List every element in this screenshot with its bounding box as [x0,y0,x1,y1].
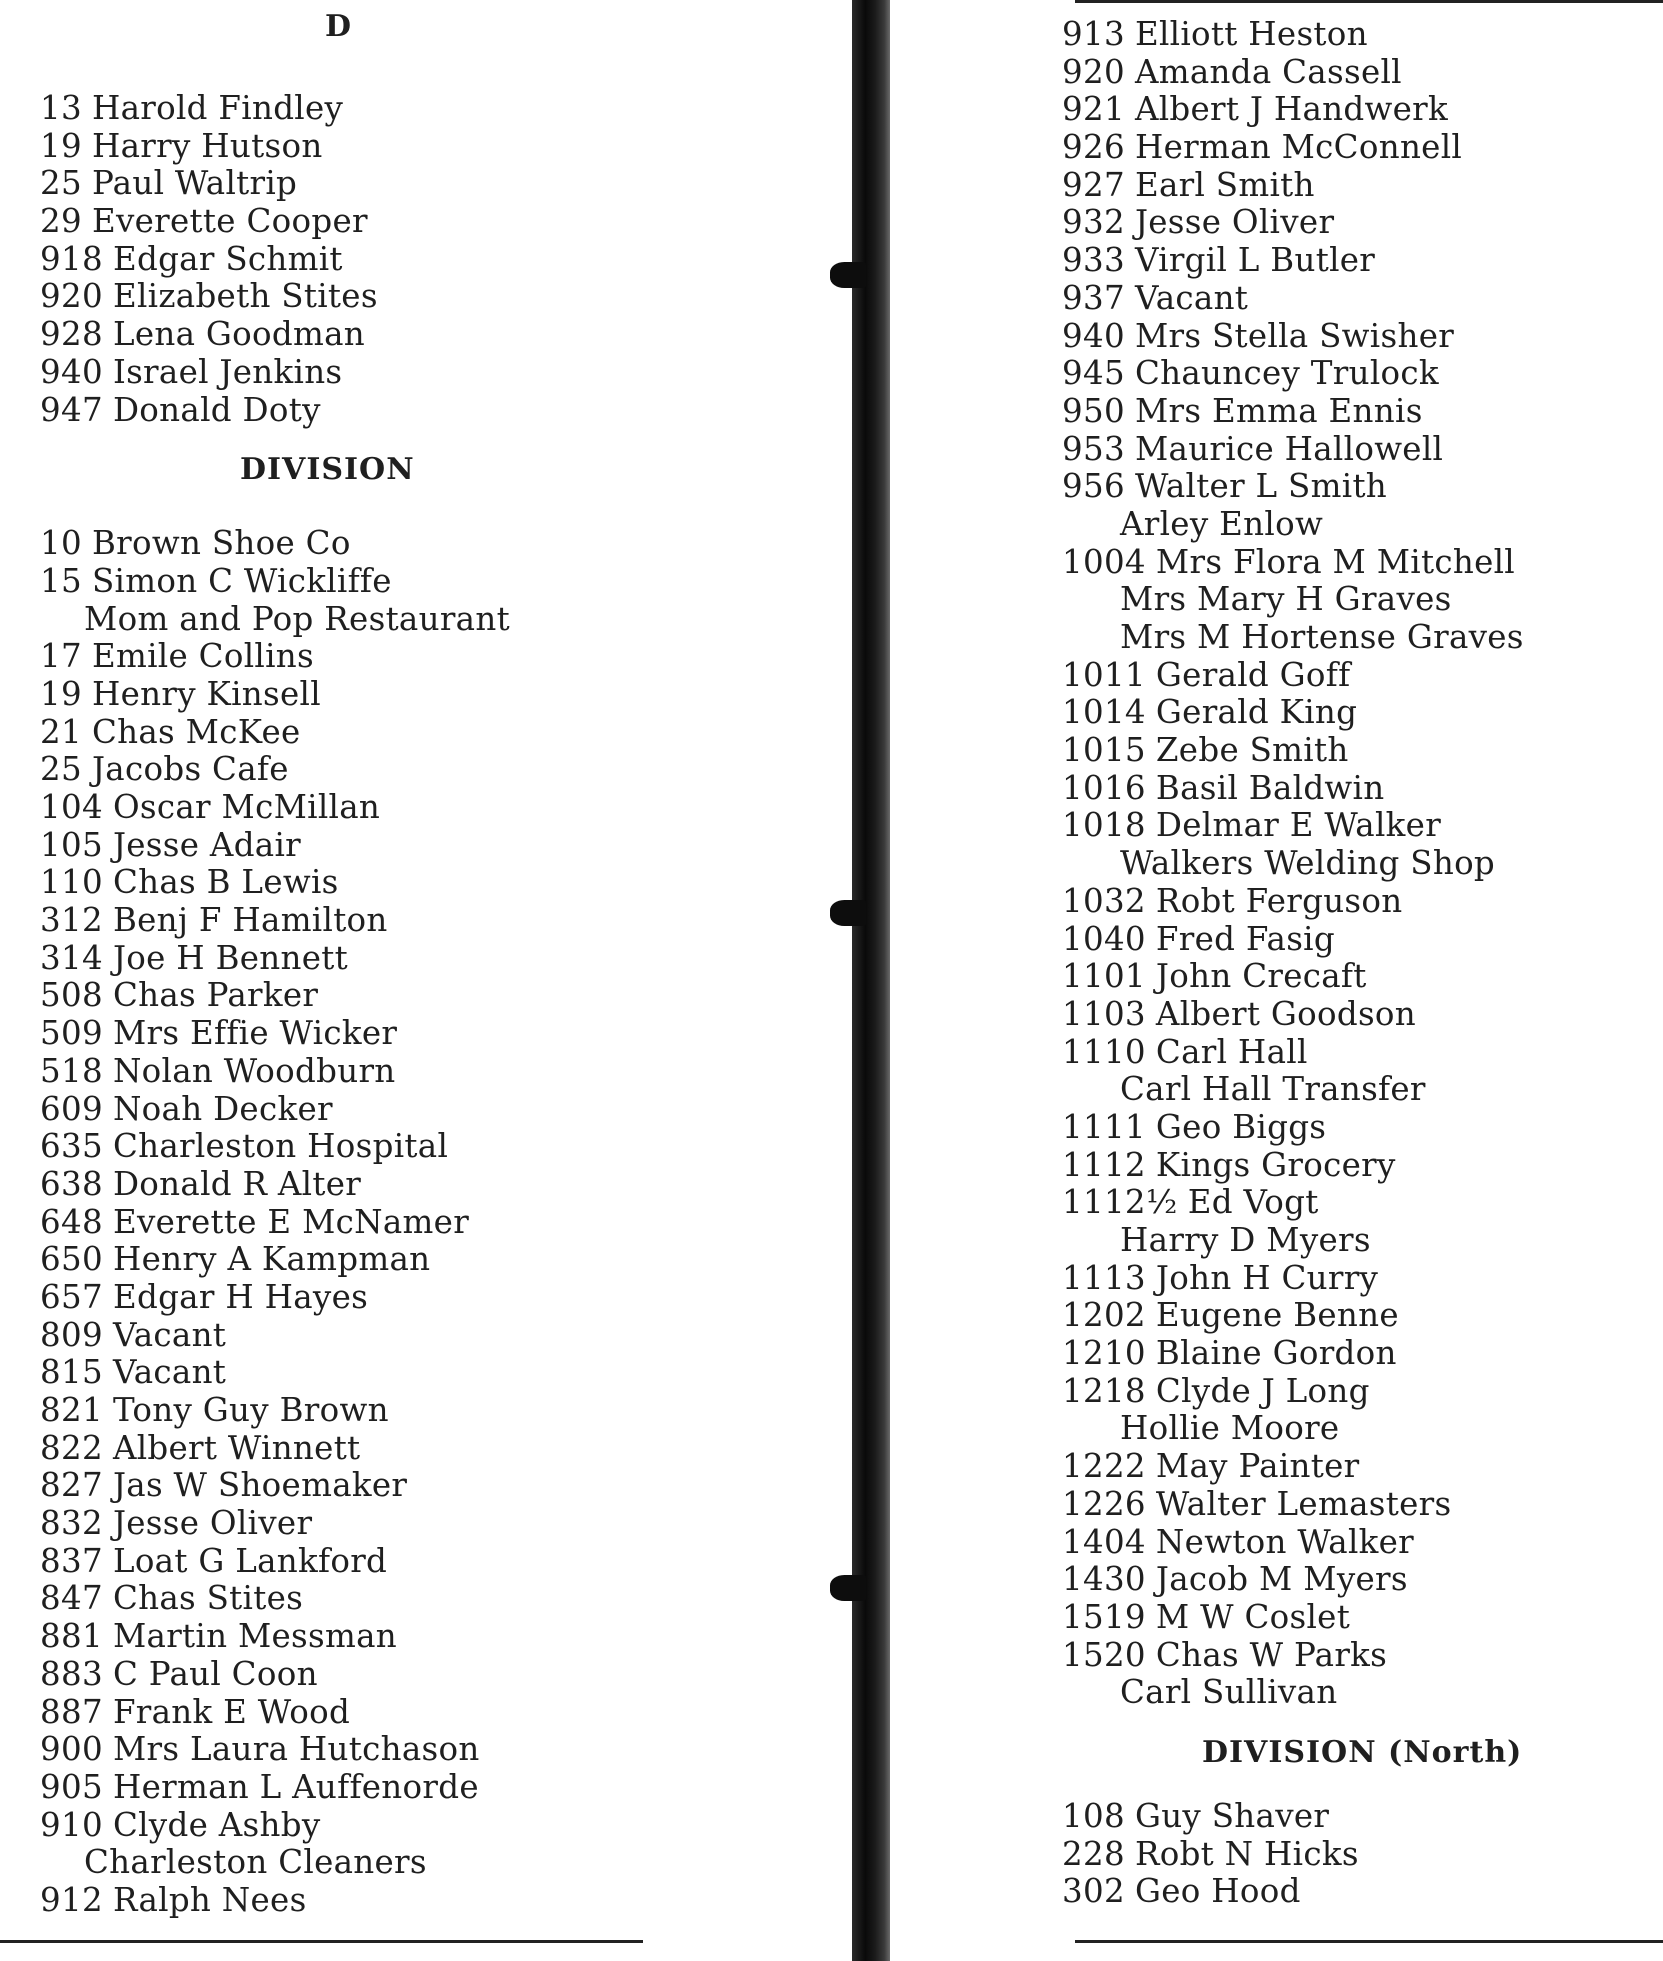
house-number: 1110 [1062,1032,1146,1071]
resident-name: C Paul Coon [112,1654,318,1693]
directory-entry [1062,431,1652,469]
directory-entry [1062,1524,1652,1562]
house-number: 832 [40,1504,103,1543]
house-number: 837 [40,1541,103,1580]
directory-entry [40,354,640,392]
house-number: 13 [40,89,82,127]
directory-entry [40,751,640,789]
resident-name: Edgar Schmit [112,239,343,278]
directory-entry [40,1430,640,1468]
house-number: 940 [40,352,103,391]
house-number: 900 [40,1730,103,1769]
directory-entry [40,1015,640,1053]
house-number: 518 [40,1051,103,1090]
directory-entry [1062,1184,1652,1222]
house-number: 953 [1062,429,1125,468]
directory-entry [1062,883,1652,921]
resident-name: Donald Doty [112,390,321,429]
resident-name: Jesse Oliver [1134,203,1335,242]
directory-entry [1062,1335,1652,1373]
resident-name: Martin Messman [112,1617,398,1656]
directory-entry [1062,54,1652,92]
resident-name: Harold Findley [91,89,344,127]
resident-name: Geo Biggs [1155,1107,1327,1146]
resident-name: Mrs Flora M Mitchell [1155,542,1515,581]
directory-entry [40,676,640,714]
house-number: 1032 [1062,881,1146,920]
directory-entry [1062,204,1652,242]
directory-entry [1062,242,1652,280]
house-number: 809 [40,1315,103,1354]
resident-name: M W Coslet [1155,1597,1351,1636]
bottom-rule-left [0,1940,643,1943]
directory-entry [1062,506,1652,544]
directory-entry [1062,1071,1652,1109]
resident-name: Ed Vogt [1187,1183,1319,1222]
directory-entry [1062,619,1652,657]
directory-entry [1062,657,1652,695]
house-number: 822 [40,1428,103,1467]
house-number: 635 [40,1127,103,1166]
resident-name: Mrs Effie Wicker [112,1014,398,1053]
resident-name: Kings Grocery [1155,1145,1396,1184]
house-number: 1111 [1062,1107,1146,1146]
house-number: 1112 [1062,1145,1146,1184]
house-number: 905 [40,1767,103,1806]
resident-name: Chas W Parks [1155,1635,1388,1674]
house-number: 827 [40,1466,103,1505]
house-number: 913 [1062,15,1125,53]
resident-name: Chauncey Trulock [1134,354,1439,393]
house-number: 926 [1062,128,1125,167]
directory-entry [40,1882,640,1920]
resident-name: Charleston Cleaners [84,1843,427,1882]
house-number: 657 [40,1277,103,1316]
directory-entry [1062,167,1652,205]
directory-entry [1062,468,1652,506]
house-number: 887 [40,1692,103,1731]
house-number: 650 [40,1240,103,1279]
page-gutter-binding [852,0,890,1961]
directory-entry [1062,355,1652,393]
section-heading-division: DIVISION [240,452,415,488]
house-number: 15 [40,561,82,600]
resident-name: Ralph Nees [112,1880,307,1919]
resident-name: Nolan Woodburn [112,1051,396,1090]
resident-name: Herman L Auffenorde [112,1767,479,1806]
directory-entry [40,1204,640,1242]
house-number: 1101 [1062,957,1146,996]
house-number: 110 [40,863,103,902]
directory-entry [1062,694,1652,732]
house-number: 940 [1062,316,1125,355]
resident-name: Carl Hall [1155,1032,1308,1071]
resident-name: Elliott Heston [1134,15,1368,53]
directory-entry [1062,1448,1652,1486]
resident-name: Harry D Myers [1120,1221,1371,1259]
resident-name: Carl Sullivan [1120,1673,1338,1712]
directory-entry [40,563,640,601]
directory-entry [1062,732,1652,770]
directory-entry [40,1392,640,1430]
house-number: 648 [40,1202,103,1241]
resident-name: Walter Lemasters [1155,1484,1452,1523]
resident-name: Jacob M Myers [1155,1560,1408,1599]
house-number: 19 [40,674,82,713]
directory-entry [1062,1109,1652,1147]
house-number: 1103 [1062,994,1146,1033]
resident-name: Emile Collins [91,637,314,676]
house-number: 881 [40,1617,103,1656]
directory-entry [40,977,640,1015]
resident-name: Walter L Smith [1134,467,1388,506]
house-number: 25 [40,750,82,789]
directory-entry [1062,91,1652,129]
house-number: 1011 [1062,655,1146,694]
house-number: 920 [1062,52,1125,91]
house-number: 918 [40,239,103,278]
house-number: 910 [40,1805,103,1844]
resident-name: Mrs Stella Swisher [1134,316,1455,355]
directory-entry [1062,581,1652,619]
house-number: 25 [40,164,82,203]
directory-entry [1062,318,1652,356]
directory-entry [40,1580,640,1618]
resident-name: Albert Goodson [1155,994,1417,1033]
directory-entry [1062,1034,1652,1072]
directory-entry [40,1091,640,1129]
resident-name: Basil Baldwin [1155,768,1385,807]
house-number: 1226 [1062,1484,1146,1523]
resident-name: Clyde J Long [1155,1371,1370,1410]
resident-name: Donald R Alter [112,1164,362,1203]
resident-name: Harry Hutson [91,126,323,165]
house-number: 883 [40,1654,103,1693]
directory-entry [40,241,640,279]
resident-name: John Crecaft [1155,957,1367,996]
resident-name: Everette Cooper [91,202,368,241]
directory-entry [40,1166,640,1204]
house-number: 314 [40,938,103,977]
resident-name: Carl Hall Transfer [1120,1070,1426,1109]
resident-name: Oscar McMillan [112,788,381,826]
house-number: 108 [1062,1796,1125,1835]
directory-entry [40,203,640,241]
directory-entry [40,1731,640,1769]
resident-name: Chas Parker [112,976,319,1015]
resident-name: Benj F Hamilton [112,901,388,940]
directory-entry [1062,1410,1652,1448]
directory-entry [40,128,640,166]
house-number: 1016 [1062,768,1146,807]
directory-entry [40,1807,640,1845]
directory-entry [1062,1873,1652,1911]
resident-name: Guy Shaver [1134,1796,1330,1835]
section-division-continued-list [1062,16,1652,1712]
section-heading-d: D [325,9,353,44]
resident-name: Everette E McNamer [112,1202,470,1241]
resident-name: Delmar E Walker [1155,806,1442,845]
resident-name: Brown Shoe Co [91,524,351,563]
directory-entry [1062,1599,1652,1637]
resident-name: Walkers Welding Shop [1120,844,1496,883]
house-number: 932 [1062,203,1125,242]
resident-name: Vacant [112,1353,227,1392]
resident-name: Chas McKee [91,712,301,751]
resident-name: Henry A Kampman [112,1240,431,1279]
directory-entry [40,1543,640,1581]
directory-entry [1062,1222,1652,1260]
directory-entry [1062,1486,1652,1524]
directory-entry [40,525,640,563]
left-column [40,0,640,1920]
directory-entry [1062,16,1652,54]
directory-entry [40,827,640,865]
directory-entry [40,1128,640,1166]
resident-name: Charleston Hospital [112,1127,449,1166]
directory-entry [40,789,640,827]
resident-name: Mrs Laura Hutchason [112,1730,480,1769]
resident-name: Mrs Emma Ennis [1134,391,1423,430]
resident-name: Virgil L Butler [1134,241,1376,280]
directory-entry [1062,129,1652,167]
resident-name: Simon C Wickliffe [91,561,392,600]
section-division-list [40,525,640,1919]
directory-entry [1062,1373,1652,1411]
resident-name: Eugene Benne [1155,1296,1399,1335]
resident-name: Vacant [112,1315,227,1354]
directory-entry [1062,1260,1652,1298]
directory-entry [40,392,640,430]
resident-name: Gerald King [1155,693,1358,732]
resident-name: Newton Walker [1155,1522,1415,1561]
directory-entry [1062,280,1652,318]
binding-staple-mark [830,262,866,288]
directory-entry [1062,1561,1652,1599]
house-number: 17 [40,637,82,676]
directory-entry [40,1241,640,1279]
directory-entry [40,1467,640,1505]
house-number: 228 [1062,1834,1125,1873]
directory-entry [1062,1674,1652,1712]
resident-name: Chas Stites [112,1579,304,1618]
resident-name: Maurice Hallowell [1134,429,1444,468]
house-number: 1112½ [1062,1183,1178,1222]
resident-name: Frank E Wood [112,1692,351,1731]
directory-entry [1062,921,1652,959]
resident-name: Mrs Mary H Graves [1120,580,1452,619]
directory-entry [1062,807,1652,845]
resident-name: Robt Ferguson [1155,881,1403,920]
directory-entry [1062,770,1652,808]
house-number: 1519 [1062,1597,1146,1636]
bottom-rule-right [1075,1940,1663,1943]
house-number: 1040 [1062,919,1146,958]
house-number: 1218 [1062,1371,1146,1410]
house-number: 1113 [1062,1258,1146,1297]
house-number: 509 [40,1014,103,1053]
directory-entry [40,902,640,940]
directory-entry [40,1279,640,1317]
resident-name: Herman McConnell [1134,128,1463,167]
resident-name: Jacobs Cafe [91,750,289,789]
resident-name: Mom and Pop Restaurant [84,599,510,638]
house-number: 19 [40,126,82,165]
resident-name: Jesse Oliver [112,1504,313,1543]
house-number: 1222 [1062,1447,1146,1486]
house-number: 302 [1062,1872,1125,1911]
house-number: 1202 [1062,1296,1146,1335]
house-number: 10 [40,524,82,563]
resident-name: Vacant [1134,278,1249,317]
resident-name: Robt N Hicks [1134,1834,1359,1873]
house-number: 1004 [1062,542,1146,581]
house-number: 21 [40,712,82,751]
resident-name: Edgar H Hayes [112,1277,369,1316]
house-number: 912 [40,1880,103,1919]
house-number: 1404 [1062,1522,1146,1561]
resident-name: Jas W Shoemaker [112,1466,408,1505]
house-number: 956 [1062,467,1125,506]
directory-entry [40,638,640,676]
resident-name: Paul Waltrip [91,164,298,203]
house-number: 508 [40,976,103,1015]
directory-entry [40,165,640,203]
directory-entry [1062,1637,1652,1675]
directory-entry [40,1769,640,1807]
resident-name: Loat G Lankford [112,1541,388,1580]
resident-name: Arley Enlow [1120,504,1324,543]
directory-entry [40,1317,640,1355]
section-division-north-list [1062,1798,1652,1911]
directory-entry [40,1505,640,1543]
directory-entry [40,940,640,978]
house-number: 105 [40,825,103,864]
house-number: 928 [40,315,103,354]
resident-name: Noah Decker [112,1089,333,1128]
house-number: 1430 [1062,1560,1146,1599]
directory-entry [1062,1147,1652,1185]
house-number: 847 [40,1579,103,1618]
resident-name: Israel Jenkins [112,352,343,391]
house-number: 1018 [1062,806,1146,845]
directory-entry [40,1694,640,1732]
resident-name: Geo Hood [1134,1872,1301,1911]
resident-name: Zebe Smith [1155,731,1349,770]
house-number: 937 [1062,278,1125,317]
house-number: 947 [40,390,103,429]
resident-name: Jesse Adair [112,825,302,864]
resident-name: Blaine Gordon [1155,1334,1397,1373]
house-number: 1014 [1062,693,1146,732]
directory-entry [1062,393,1652,431]
directory-entry [40,90,640,128]
house-number: 1015 [1062,731,1146,770]
house-number: 945 [1062,354,1125,393]
directory-entry [40,1618,640,1656]
house-number: 29 [40,202,82,241]
resident-name: Tony Guy Brown [112,1391,389,1429]
directory-entry [40,1844,640,1882]
resident-name: Gerald Goff [1155,655,1351,694]
house-number: 821 [40,1391,103,1429]
directory-entry [1062,544,1652,582]
directory-entry [40,1354,640,1392]
resident-name: Chas B Lewis [112,863,339,902]
house-number: 933 [1062,241,1125,280]
resident-name: Joe H Bennett [112,938,349,977]
resident-name: Clyde Ashby [112,1805,321,1844]
directory-entry [40,278,640,316]
section-heading-division-north: DIVISION (North) [1202,1734,1523,1770]
house-number: 927 [1062,165,1125,204]
resident-name: Fred Fasig [1155,919,1335,958]
directory-entry [40,1656,640,1694]
directory-entry [40,864,640,902]
house-number: 104 [40,788,103,826]
resident-name: Earl Smith [1134,165,1315,204]
right-column [1062,0,1652,1911]
binding-staple-mark [830,900,866,926]
resident-name: Albert J Handwerk [1134,90,1448,129]
resident-name: Lena Goodman [112,315,366,354]
directory-entry [40,316,640,354]
house-number: 815 [40,1353,103,1392]
directory-entry [1062,996,1652,1034]
directory-entry [1062,1836,1652,1874]
directory-entry [1062,845,1652,883]
resident-name: Mrs M Hortense Graves [1120,618,1524,656]
house-number: 921 [1062,90,1125,129]
directory-entry [40,1053,640,1091]
resident-name: May Painter [1155,1447,1360,1486]
resident-name: Hollie Moore [1120,1409,1340,1448]
directory-entry [1062,1798,1652,1836]
resident-name: Elizabeth Stites [112,277,378,316]
directory-entry [40,601,640,639]
house-number: 312 [40,901,103,940]
section-d-list [40,90,640,429]
house-number: 920 [40,277,103,316]
binding-staple-mark [830,1575,866,1601]
house-number: 609 [40,1089,103,1128]
house-number: 950 [1062,391,1125,430]
directory-entry [1062,1297,1652,1335]
directory-entry [40,714,640,752]
resident-name: Amanda Cassell [1134,52,1402,91]
resident-name: Henry Kinsell [91,674,321,713]
house-number: 1210 [1062,1334,1146,1373]
house-number: 1520 [1062,1635,1146,1674]
house-number: 638 [40,1164,103,1203]
resident-name: Albert Winnett [112,1428,361,1467]
resident-name: John H Curry [1155,1258,1379,1297]
directory-entry [1062,958,1652,996]
